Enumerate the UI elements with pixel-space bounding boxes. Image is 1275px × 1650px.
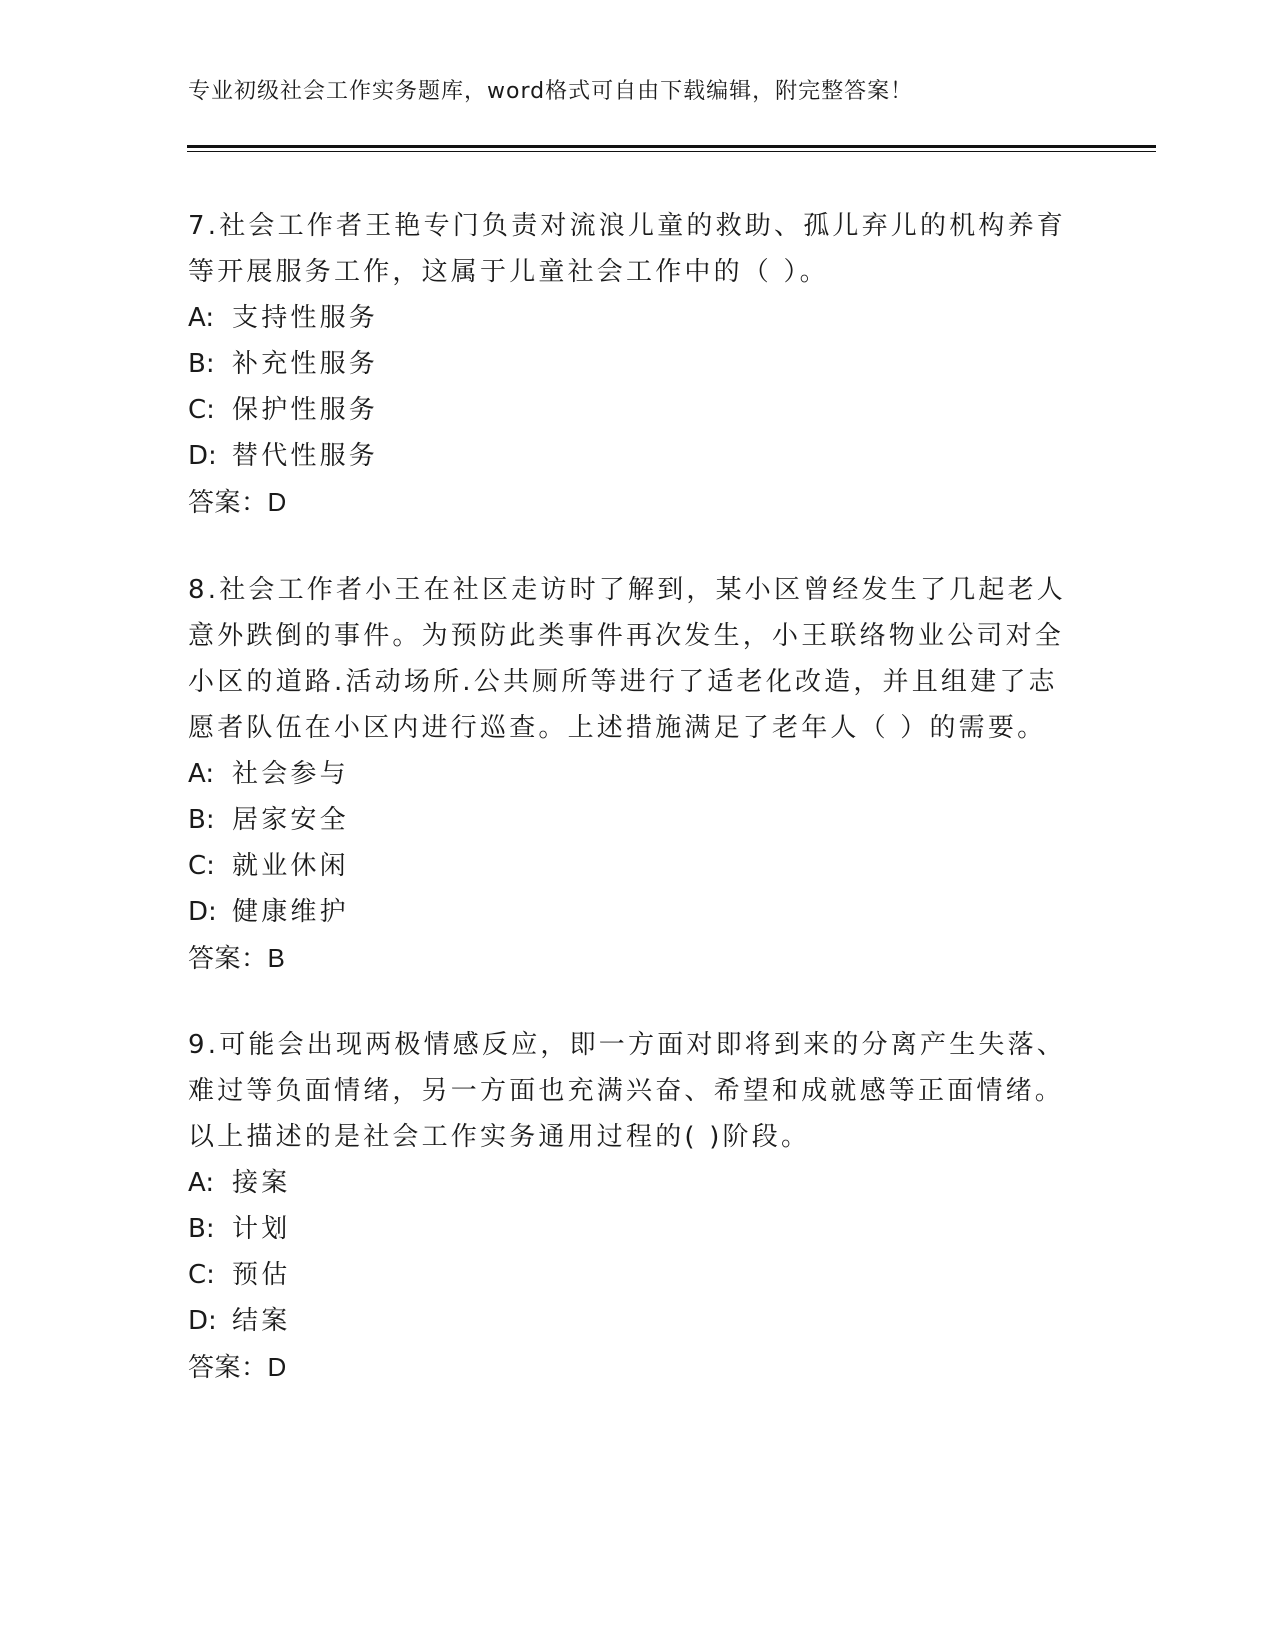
option-letter: C: [188, 851, 215, 881]
option-d [188, 1298, 1068, 1344]
option-letter: D: [188, 1306, 217, 1336]
option-text: 补充性服务 [232, 349, 379, 379]
option-letter: A: [188, 1168, 215, 1198]
option-a [188, 1160, 1068, 1206]
option-d [188, 889, 1068, 935]
option-letter: C: [188, 395, 215, 425]
option-text: 替代性服务 [232, 441, 379, 471]
option-text: 保护性服务 [232, 395, 379, 425]
header-rule-thin [187, 151, 1156, 152]
option-letter: D: [188, 441, 217, 471]
question-8 [188, 567, 1068, 981]
question-stem: 9.可能会出现两极情感反应，即一方面对即将到来的分离产生失落、难过等负面情绪，另一方面也充满兴奋、希望和成就感等正面情绪。以上描述的是社会工作实务通用过程的( )阶段。 [188, 1030, 1067, 1152]
option-c [188, 843, 1068, 889]
page-header: 专业初级社会工作实务题库，word格式可自由下载编辑，附完整答案！ [188, 79, 914, 104]
question-stem: 8.社会工作者小王在社区走访时了解到，某小区曾经发生了几起老人意外跌倒的事件。为预防此类事件再次发生，小王联络物业公司对全小区的道路.活动场所.公共厕所等进行了适老化改造，并且组建了志愿者队伍在小区内进行巡查。上述措施满足了老年人（ ）的需要。 [188, 575, 1067, 743]
question-stem: 7.社会工作者王艳专门负责对流浪儿童的救助、孤儿弃儿的机构养育等开展服务工作，这属于儿童社会工作中的（ ）。 [188, 211, 1067, 287]
question-9 [188, 1022, 1068, 1390]
option-b [188, 341, 1068, 387]
option-text: 支持性服务 [232, 303, 379, 333]
option-text: 预估 [232, 1260, 291, 1290]
option-letter: B: [188, 1214, 215, 1244]
option-text: 计划 [232, 1214, 291, 1244]
option-b [188, 1206, 1068, 1252]
option-text: 结案 [232, 1306, 291, 1336]
question-7 [188, 203, 1068, 525]
option-c [188, 1252, 1068, 1298]
option-a [188, 295, 1068, 341]
option-letter: C: [188, 1260, 215, 1290]
option-letter: B: [188, 349, 215, 379]
answer: 答案：D [188, 1352, 287, 1382]
option-text: 健康维护 [232, 897, 349, 927]
option-letter: A: [188, 303, 215, 333]
option-text: 就业休闲 [232, 851, 349, 881]
option-letter: B: [188, 805, 215, 835]
option-letter: A: [188, 759, 215, 789]
option-text: 接案 [232, 1168, 291, 1198]
option-text: 居家安全 [232, 805, 349, 835]
option-c [188, 387, 1068, 433]
option-b [188, 797, 1068, 843]
option-text: 社会参与 [232, 759, 349, 789]
answer: 答案：B [188, 943, 286, 973]
option-d [188, 433, 1068, 479]
option-letter: D: [188, 897, 217, 927]
answer: 答案：D [188, 487, 287, 517]
option-a [188, 751, 1068, 797]
header-rule-thick [187, 145, 1156, 148]
